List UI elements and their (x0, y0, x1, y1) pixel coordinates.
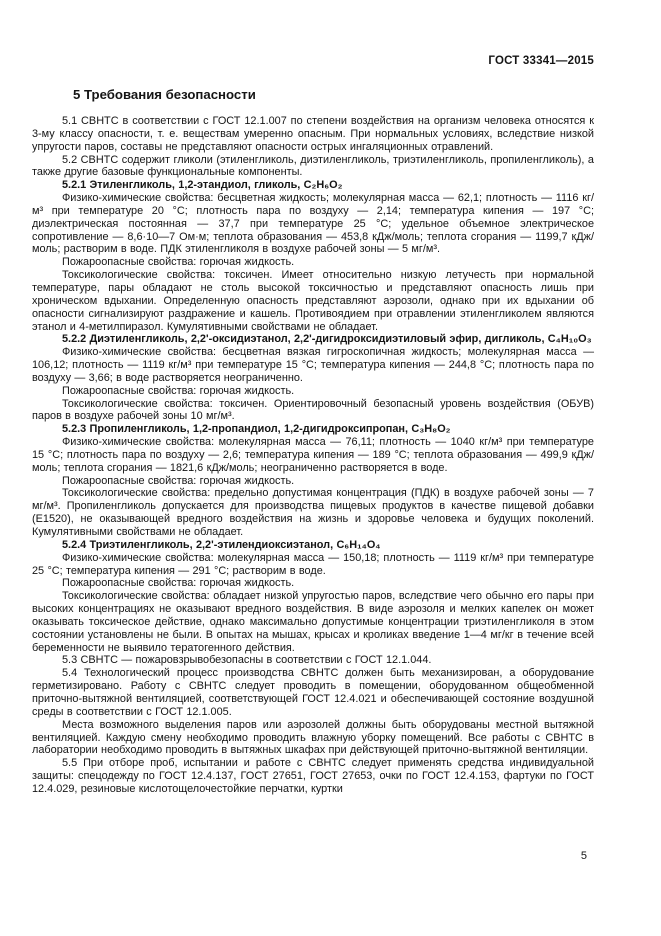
paragraph: Пожароопасные свойства: горючая жидкость. (62, 384, 295, 397)
paragraph: Токсикологические свойства: токсичен. Ориентировочный безопасный уровень воздействия (ОБУВ) паров в воздухе рабочей зоны 10 мг/м³. (32, 397, 594, 423)
paragraph: Пожароопасные свойства: горючая жидкость. (62, 474, 295, 487)
paragraph: Физико-химические свойства: бесцветная жидкость; молекулярная масса — 62,1; плотность — 1116 кг/м³ при температуре 20 °С; плотность пара по воздуху — 2,14; температура кипения — 197 °С; диэлектрическая постоянная — 37,7 при температуре 25 °С; удельное объемное электрическое сопротивление — 8,6·10—7 Ом·м; теплота образования — 453,8 кДж/моль; теплота сгорания — 1199,7 кДж/моль; растворим в воде. ПДК этиленгликоля в воздухе рабочей зоны — 5 мг/м³. (32, 192, 594, 256)
paragraph: Физико-химические свойства: молекулярная масса — 76,11; плотность — 1040 кг/м³ при температуре 15 °С; плотность пара по воздуху — 2,6; температура кипения — 189 °С; теплота образования — 499,9 кДж/моль; теплота сгорания — 1821,6 кДж/моль; неограниченно растворяется в воде. (32, 436, 594, 474)
subsection-heading: 5.2.1 Этиленгликоль, 1,2-этандиол, гликоль, C₂H₆O₂ (62, 179, 343, 192)
paragraph: 5.2 СВНТС содержит гликоли (этиленгликоль, диэтиленгликоль, триэтиленгликоль, пропиленгликоль), а также другие базовые функциональные компоненты. (32, 153, 594, 179)
page-number: 5 (580, 850, 587, 862)
subsection-heading: 5.2.2 Диэтиленгликоль, 2,2'-оксидиэтанол, 2,2'-дигидроксидиэтиловый эфир, дигликоль, C₄H₁₀O₃ (62, 333, 592, 346)
paragraph: 5.1 СВНТС в соответствии с ГОСТ 12.1.007 по степени воздействия на организм человека относятся к 3-му классу опасности, т. е. веществам умеренно опасным. При нормальных условиях, вследствие низкой упругости паров, составы не представляют опасности острых ингаляционных отравлений. (32, 115, 594, 153)
paragraph: 5.4 Технологический процесс производства СВНТС должен быть механизирован, а оборудование герметизировано. Работу с СВНТС следует проводить в помещении, оборудованном общеобменной приточно-вытяжной вентиляцией, соответствующей ГОСТ 12.4.021 и обеспечивающей состояние воздушной среды в соответствии с ГОСТ 12.1.005. (32, 667, 594, 718)
subsection-heading: 5.2.4 Триэтиленгликоль, 2,2'-этилендиоксиэтанол, C₆H₁₄O₄ (62, 538, 381, 551)
paragraph: Токсикологические свойства: токсичен. Имеет относительно низкую летучесть при нормальной температуре, пары обладают не столь высокой токсичностью и представляют опасность лишь при хроническом вдыхании. Определенную опасность представляют аэрозоли, однако при их вдыхании об опасности сигнализируют раздражение и кашель. Противоядием при отравлении этиленгликолем являются этанол и 4-метилпиразол. Кумулятивными свойствами не обладает. (32, 269, 594, 333)
paragraph: Места возможного выделения паров или аэрозолей должны быть оборудованы местной вытяжной вентиляцией. Каждую смену необходимо проводить влажную уборку помещений. Все работы с СВНТС в лаборатории необходимо проводить в вытяжных шкафах при действующей приточно-вытяжной вентиляции. (32, 718, 594, 757)
subsection-heading: 5.2.3 Пропиленгликоль, 1,2-пропандиол, 1,2-дигидроксипропан, C₃H₈O₂ (62, 423, 451, 436)
paragraph: Пожароопасные свойства: горючая жидкость. (62, 256, 295, 269)
paragraph: 5.5 При отборе проб, испытании и работе с СВНТС следует применять средства индивидуальной защиты: спецодежду по ГОСТ 12.4.137, ГОСТ 27651, ГОСТ 27653, очки по ГОСТ 12.4.153, фартуки по ГОСТ 12.4.029, резиновые кислотощелочестойкие перчатки, куртки (32, 757, 594, 795)
paragraph: 5.3 СВНТС — пожаровзрывобезопасны в соответствии с ГОСТ 12.1.044. (62, 654, 432, 667)
paragraph: Физико-химические свойства: молекулярная масса — 150,18; плотность — 1119 кг/м³ при температуре 25 °С; температура кипения — 291 °С; растворим в воде. (32, 551, 594, 577)
paragraph: Токсикологические свойства: обладает низкой упругостью паров, вследствие чего обычно его пары при высоких концентрациях не оказывают вредного воздействия. В виде аэрозоля и мелких капелек он может оказывать токсическое действие, однако максимально допустимые концентрации триэтиленгликоля в этом состоянии установлены не были. В опытах на мышах, крысах и кроликах введение 1—4 мг/кг в течение всей беременности не выявило тератогенного действия. (32, 590, 594, 654)
paragraph: Пожароопасные свойства: горючая жидкость. (62, 577, 295, 590)
document-body (32, 115, 594, 796)
section-title: 5 Требования безопасности (73, 87, 256, 102)
paragraph: Физико-химические свойства: бесцветная вязкая гигроскопичная жидкость; молекулярная масса — 106,12; плотность — 1119 кг/м³ при температуре 15 °С; температура кипения — 244,8 °С; плотность пара по воздуху — 3,66; в воде растворяется неограниченно. (32, 346, 594, 384)
paragraph: Токсикологические свойства: предельно допустимая концентрация (ПДК) в воздухе рабочей зоны — 7 мг/м³. Пропиленгликоль допускается для производства пищевых продуктов в качестве пищевой добавки (Е1520), не оказывающей вредного воздействия на жизнь и здоровье человека и будущих поколений. Кумулятивными свойствами не обладает. (32, 487, 594, 538)
document-header: ГОСТ 33341—2015 (488, 55, 594, 67)
